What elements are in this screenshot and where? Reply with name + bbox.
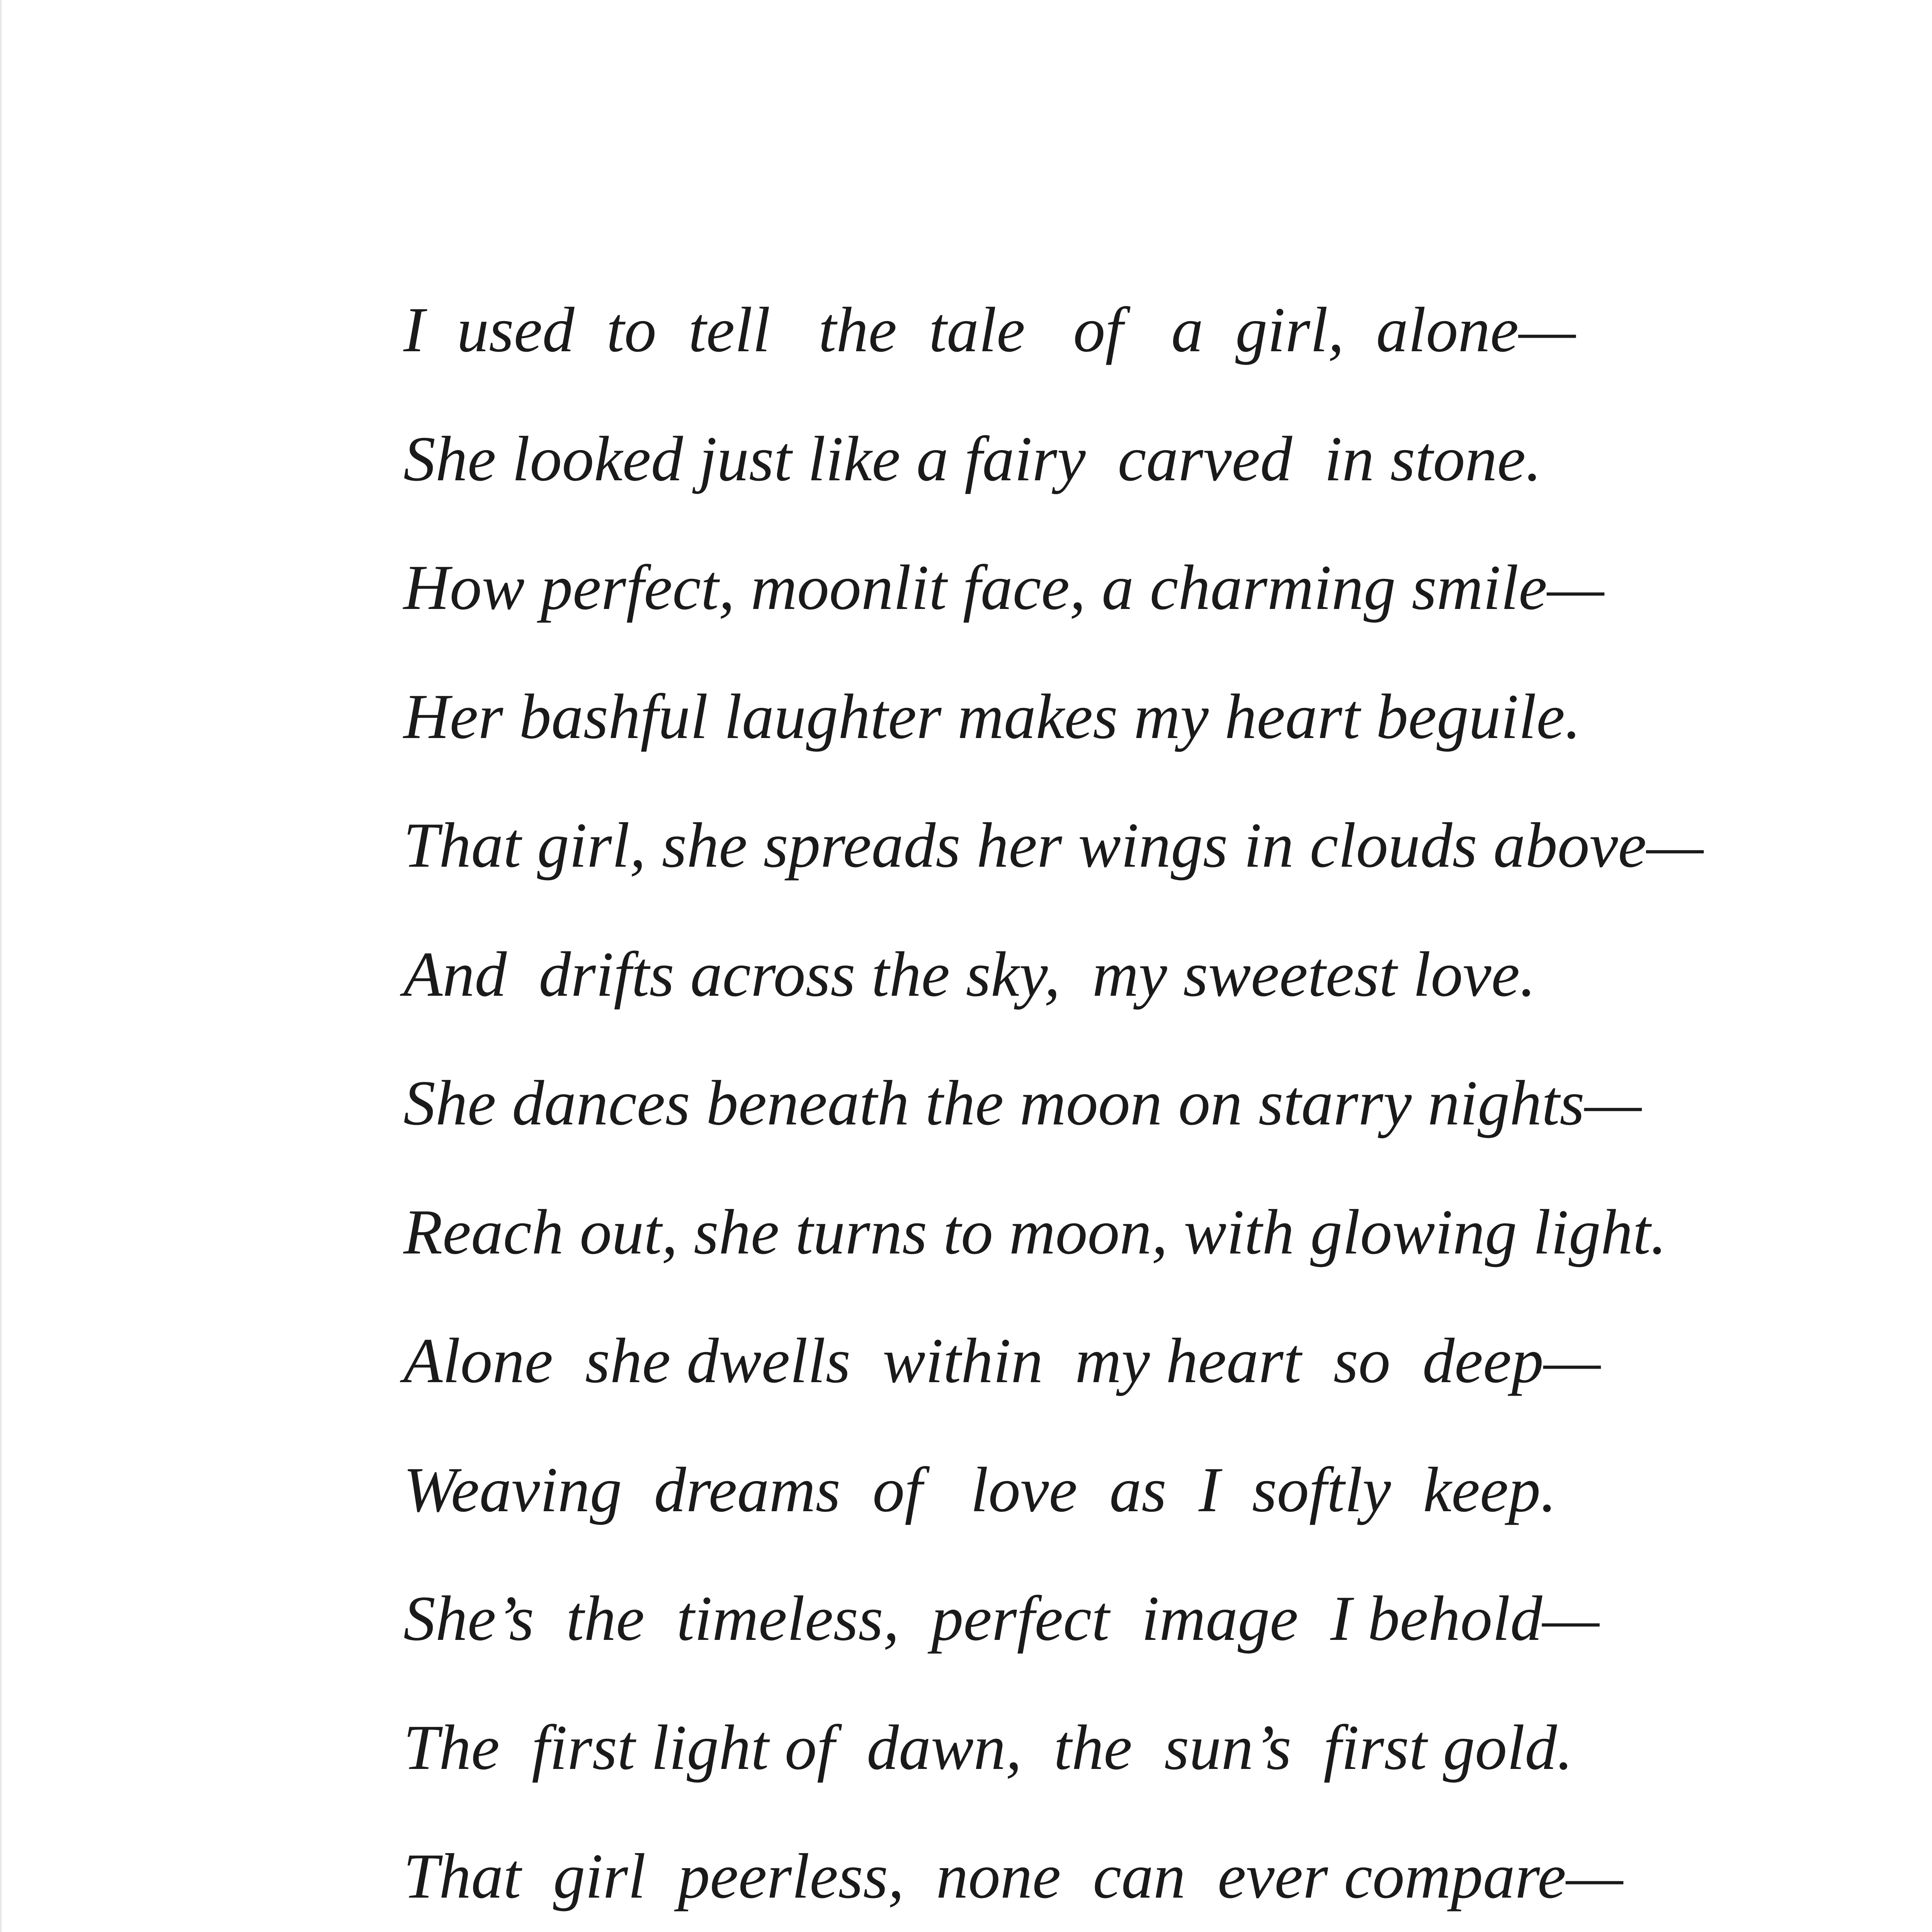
- poem-line-13: That girl peerless, none can ever compare—: [403, 1840, 1623, 1912]
- poem-line-12: The first light of dawn, the sun’s first gold.: [403, 1711, 1573, 1783]
- poem-line-8: Reach out, she turns to moon, with glowing light.: [403, 1196, 1667, 1267]
- poem-line-1: I used to tell the tale of a girl, alone—: [403, 294, 1576, 365]
- poem-line-10: Weaving dreams of love as I softly keep.: [403, 1454, 1557, 1525]
- poem-line-11: She’s the timeless, perfect image I behold—: [403, 1583, 1599, 1654]
- poem-line-2: She looked just like a fairy carved in stone.: [403, 423, 1542, 494]
- poem-line-6: And drifts across the sky, my sweetest love.: [403, 938, 1536, 1010]
- poem-line-3: How perfect, moonlit face, a charming smile—: [403, 552, 1604, 623]
- poem-body: [403, 294, 1833, 1932]
- poem-line-9: Alone she dwells within my heart so deep—: [403, 1325, 1601, 1396]
- poem-line-7: She dances beneath the moon on starry nights—: [403, 1067, 1642, 1138]
- poem-line-4: Her bashful laughter makes my heart beguile.: [403, 680, 1581, 752]
- poem-line-5: That girl, she spreads her wings in clouds above—: [403, 810, 1704, 881]
